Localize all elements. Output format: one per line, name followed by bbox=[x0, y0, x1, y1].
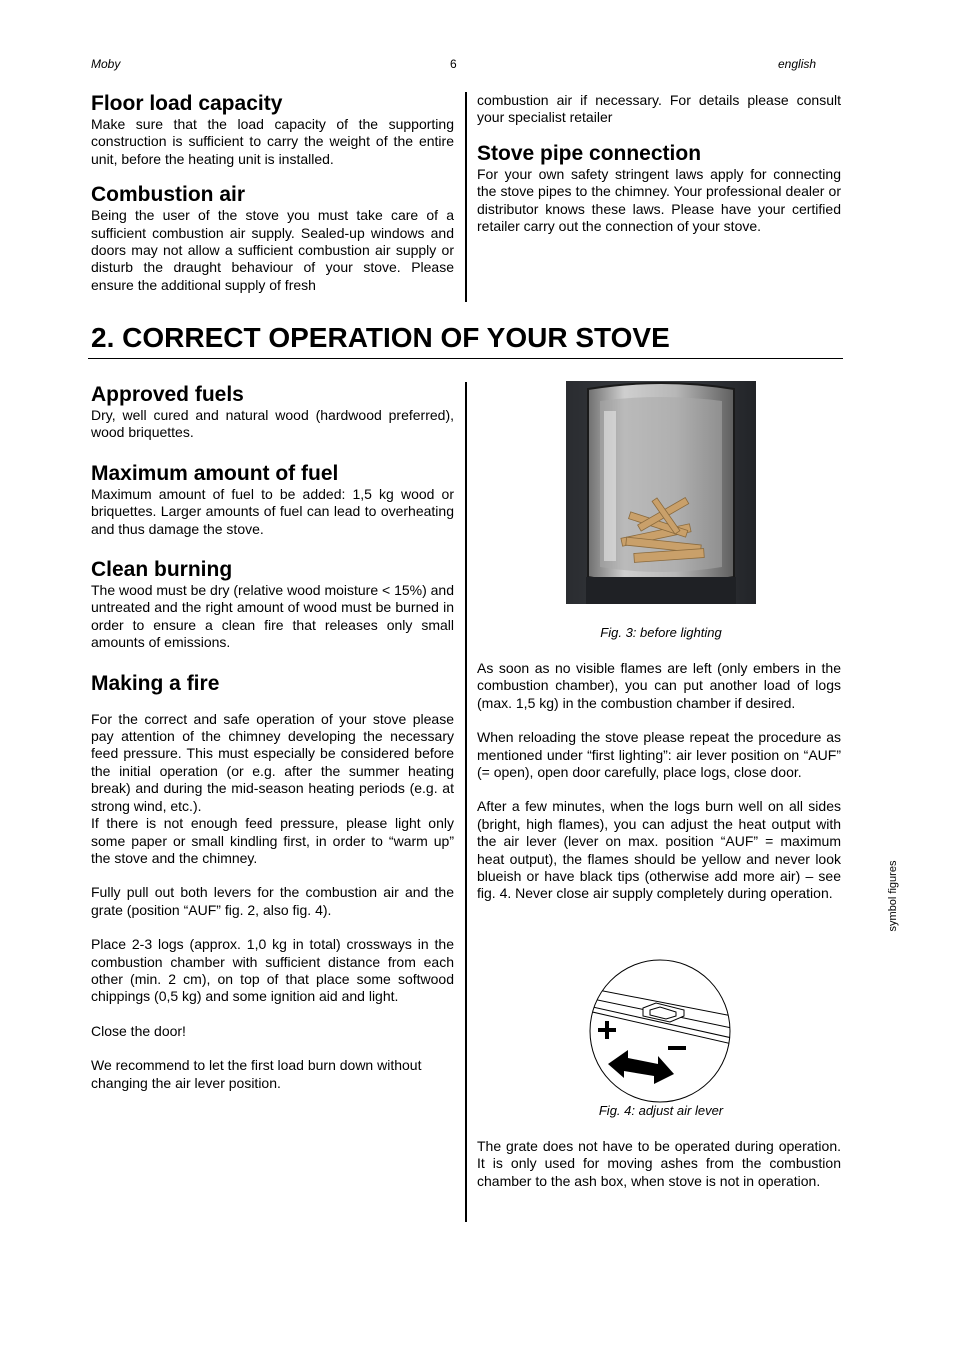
max-fuel-text: Maximum amount of fuel to be added: 1,5 kg wood or briquettes. Larger amounts of fuel can lead to overheating and thus damage the stove. bbox=[91, 485, 454, 537]
stove-photo bbox=[566, 381, 756, 604]
air-lever-figure bbox=[588, 958, 732, 1104]
operation-right-column bbox=[477, 660, 841, 903]
header-language: english bbox=[778, 57, 817, 71]
grate-text-block bbox=[477, 1138, 841, 1190]
chapter-rule bbox=[88, 358, 843, 359]
header-product: Moby bbox=[91, 57, 121, 71]
making-fire-p3: Fully pull out both levers for the combustion air and the grate (position “AUF” fig. 2, also fig. 4). bbox=[91, 884, 454, 918]
approved-fuels-heading: Approved fuels bbox=[91, 383, 244, 406]
header-page-number: 6 bbox=[450, 57, 457, 71]
making-fire-p2: If there is not enough feed pressure, please light only some paper or small kindling first, in order to “warm up” the stove and the chimney. bbox=[91, 815, 454, 866]
column-divider-top bbox=[465, 92, 467, 302]
approved-fuels-text: Dry, well cured and natural wood (hardwood preferred), wood briquettes. bbox=[91, 407, 454, 441]
making-fire-p6: We recommend to let the first load burn down without changing the air lever position. bbox=[91, 1057, 422, 1091]
column-divider-main bbox=[465, 382, 467, 1222]
max-fuel-heading: Maximum amount of fuel bbox=[91, 461, 339, 485]
right-text-p3: After a few minutes, when the logs burn well on all sides (bright, high flames), you can adjust the heat output with the air lever (lever on max. position “AUF” = maximum heat output), the flames should be yellow and never look blueish or have black tips (otherwise add more air) – see fig. 4. Never close air supply completely during operation. bbox=[477, 798, 841, 902]
combustion-air-text: Being the user of the stove you must take care of a sufficient combustion air supply. Sealed-up windows and doors may not allow a sufficient combustion air supply or disturb the draught behaviour of your stove. Please ensure the additional supply of fresh bbox=[91, 207, 454, 293]
making-fire-p1: For the correct and safe operation of your stove please pay attention of the chimney developing the necessary feed pressure. This must especially be considered before the initial operation (or e.g. after the summer heating break) and during the mid-season heating periods (e.g. at strong wind, etc.). bbox=[91, 710, 454, 814]
right-text-p1: As soon as no visible flames are left (only embers in the combustion chamber), you can put another load of logs (max. 1,5 kg) in the combustion chamber if desired. bbox=[477, 660, 841, 711]
clean-burning-text: The wood must be dry (relative wood moisture < 15%) and untreated and the right amount of wood must be burned in order to ensure a clean fire that releases only small amounts of emissions. bbox=[91, 582, 455, 651]
combustion-air-continued: combustion air if necessary. For details please consult your specialist retailer bbox=[477, 92, 841, 126]
combustion-air-heading: Combustion air bbox=[91, 183, 246, 207]
making-fire-p5: Close the door! bbox=[91, 1022, 186, 1039]
top-left-column bbox=[91, 92, 454, 294]
operation-left-column bbox=[91, 383, 454, 1092]
right-text-p2: When reloading the stove please repeat the procedure as mentioned under “first lighting”: air lever position on “AUF” (= open), open door carefully, place logs, close door. bbox=[477, 729, 841, 781]
stove-pipe-heading: Stove pipe connection bbox=[477, 141, 702, 165]
clean-burning-heading: Clean burning bbox=[91, 558, 233, 582]
making-fire-p4: Place 2-3 logs (approx. 1,0 kg in total) crossways in the combustion chamber with sufficient distance from each other (min. 2 cm), on top of that place some softwood chippings (0,5 kg) and some ignition aid and light. bbox=[91, 936, 454, 1005]
top-right-column bbox=[477, 92, 841, 235]
stove-pipe-text: For your own safety stringent laws apply for connecting the stove pipes to the chimney. Your professional dealer or distributor knows these laws. Please have your certified retailer carry out the connection of your stove. bbox=[477, 165, 841, 235]
fig4-caption: Fig. 4: adjust air lever bbox=[598, 1103, 724, 1118]
floor-load-text: Make sure that the load capacity of the supporting construction is sufficient to carry the weight of the entire unit, before the heating unit is installed. bbox=[91, 116, 454, 167]
right-text-p4: The grate does not have to be operated during operation. It is only used for moving ashes from the combustion chamber to the ash box, when stove is not in operation. bbox=[477, 1138, 841, 1189]
chapter-title: 2. CORRECT OPERATION OF YOUR STOVE bbox=[91, 322, 670, 353]
side-label: symbol figures bbox=[887, 860, 899, 932]
making-fire-heading: Making a fire bbox=[91, 671, 220, 695]
floor-load-heading: Floor load capacity bbox=[91, 92, 283, 115]
fig3-caption: Fig. 3: before lighting bbox=[600, 625, 722, 640]
